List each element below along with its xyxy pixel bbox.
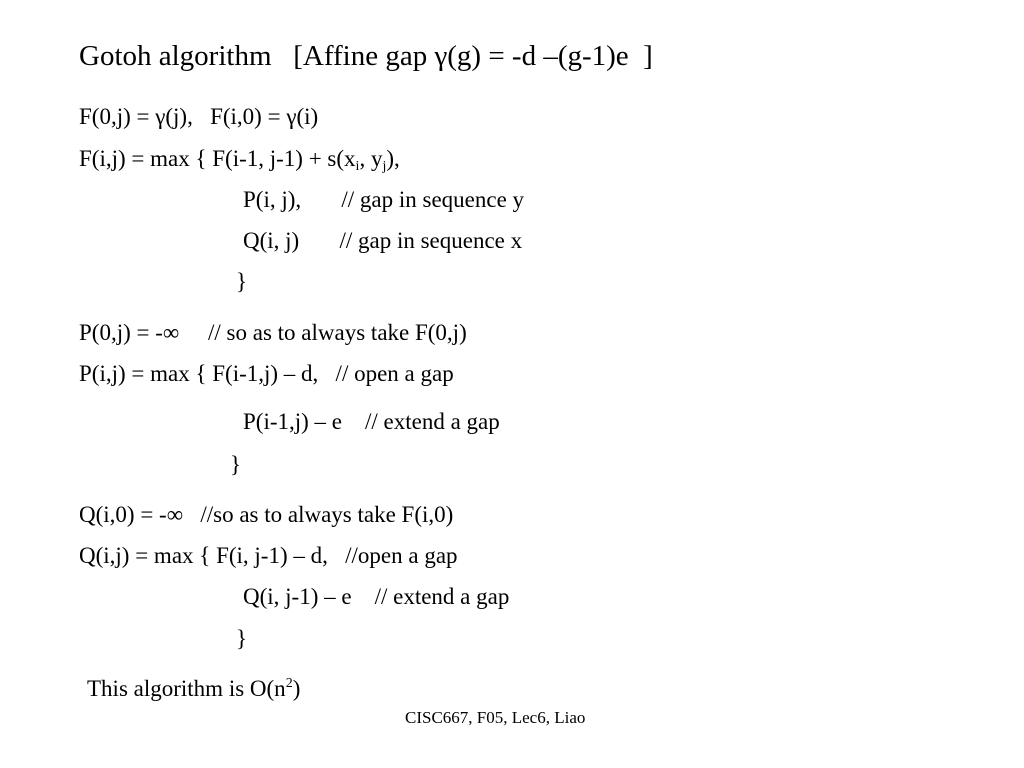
f-recurrence-line [79, 146, 400, 174]
q-init-line: Q(i,0) = -∞ //so as to always take F(i,0) [79, 502, 454, 527]
q-extend-line: Q(i, j-1) – e // extend a gap [243, 584, 510, 609]
complexity-text: This algorithm is O(n [87, 676, 286, 701]
q-recurrence-line: Q(i,j) = max { F(i, j-1) – d, //open a gap [79, 543, 458, 568]
complexity-note [87, 677, 300, 700]
f-recurrence-mid: , y [359, 146, 383, 171]
f-recurrence-tail: ), [386, 146, 400, 171]
p-recurrence-line: P(i,j) = max { F(i-1,j) – d, // open a gap [79, 361, 454, 386]
f-subscript-i: i [355, 159, 360, 174]
f-recurrence-head: F(i,j) = max { F(i-1, j-1) + s(x [79, 146, 356, 171]
f-close-brace: } [236, 269, 248, 294]
p-init-line: P(0,j) = -∞ // so as to always take F(0,j) [79, 320, 467, 345]
slide-title: Gotoh algorithm [Affine gap γ(g) = -d –(g-1)e ] [79, 40, 653, 72]
p-extend-line: P(i-1,j) – e // extend a gap [243, 409, 500, 434]
p-close-brace: } [230, 452, 242, 477]
f-option-p: P(i, j), // gap in sequence y [243, 187, 525, 212]
f-subscript-j: j [382, 159, 387, 174]
complexity-close: ) [292, 676, 301, 701]
f-option-q: Q(i, j) // gap in sequence x [243, 228, 523, 253]
q-close-brace: } [236, 626, 248, 651]
slide-footer: CISC667, F05, Lec6, Liao [405, 708, 586, 727]
complexity-exponent: 2 [285, 676, 293, 691]
f-init-line: F(0,j) = γ(j), F(i,0) = γ(i) [79, 104, 319, 129]
